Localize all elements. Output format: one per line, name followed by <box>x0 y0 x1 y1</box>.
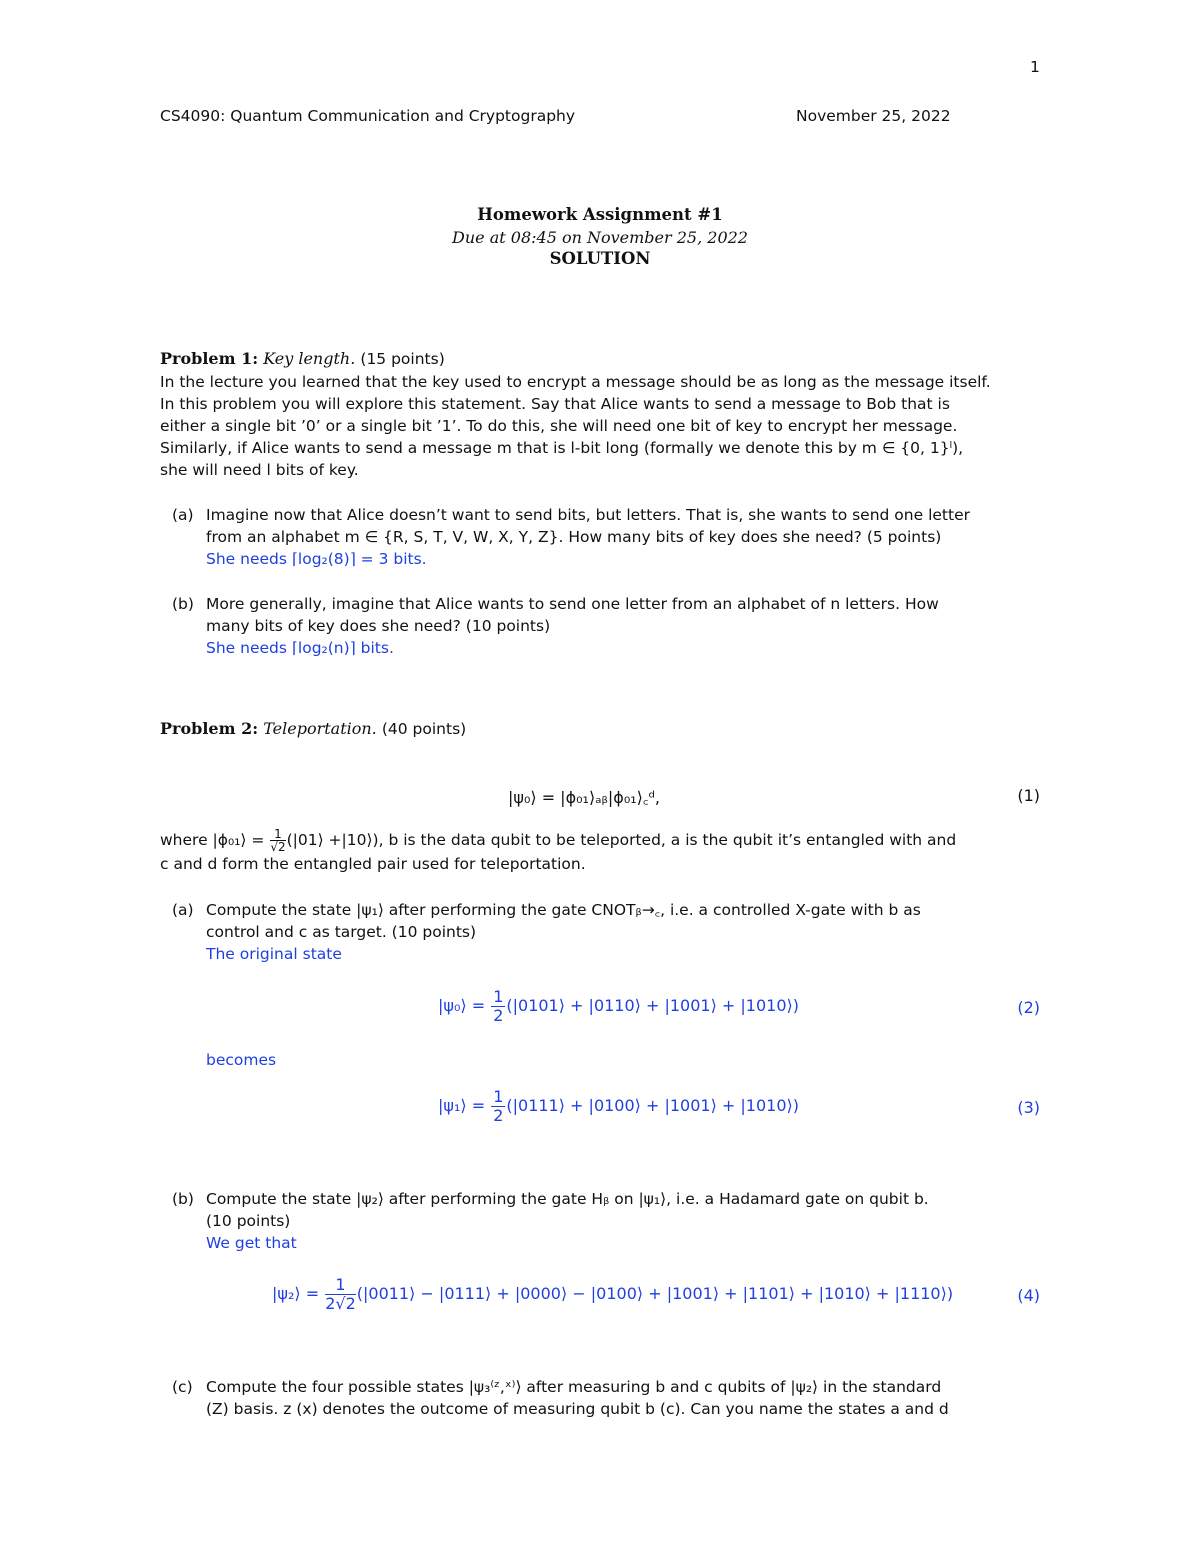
problem2-a-label: (a) <box>172 901 194 919</box>
problem2-points: (40 points) <box>381 720 467 738</box>
problem2-label: Problem 2: <box>160 719 259 738</box>
equation-2-body <box>438 988 799 1025</box>
problem1-a-answer: She needs ⌈log₂(8)⌉ = 3 bits. <box>206 550 427 568</box>
equation-4-rhs: (|0011⟩ − |0111⟩ + |0000⟩ − |0100⟩ + |1001⟩ + |1101⟩ + |1010⟩ + |1110⟩) <box>356 1284 954 1303</box>
where-line-2: c and d form the entangled pair used for teleportation. <box>160 855 586 873</box>
equation-4-number: (4) <box>1017 1286 1040 1305</box>
problem1-intro-line: In this problem you will explore this statement. Say that Alice wants to send a message to Bob that is <box>160 395 950 413</box>
becomes-text: becomes <box>206 1051 277 1069</box>
equation-2-fraction-numerator: 1 <box>493 987 504 1006</box>
problem1-intro-line: either a single bit ’0’ or a single bit ’1’. To do this, she will need one bit of key to encrypt her message. <box>160 417 958 435</box>
equation-3-fraction <box>491 1088 505 1125</box>
problem1-label: Problem 1: <box>160 349 259 368</box>
problem2-b-label: (b) <box>172 1190 194 1208</box>
equation-2 <box>0 988 1200 1048</box>
problem1-heading <box>160 348 445 370</box>
problem1-b-line: many bits of key does she need? (10 points) <box>206 617 551 635</box>
problem2-c-line: (Z) basis. z (x) denotes the outcome of measuring qubit b (c). Can you name the states a and d <box>206 1400 949 1418</box>
course-title: CS4090: Quantum Communication and Cryptography <box>160 107 576 125</box>
equation-2-fraction-denominator: 2 <box>493 1006 504 1025</box>
problem1-intro-line: Similarly, if Alice wants to send a message m that is l-bit long (formally we denote this by m ∈ {0, 1}ˡ), <box>160 439 964 457</box>
equation-3-fraction-numerator: 1 <box>493 1087 504 1106</box>
problem2-b-answer-intro: We get that <box>206 1234 297 1252</box>
problem1-b-answer: She needs ⌈log₂(n)⌉ bits. <box>206 639 394 657</box>
problem2-a-line: control and c as target. (10 points) <box>206 923 477 941</box>
equation-4-fraction-denominator: 2√2 <box>325 1294 356 1313</box>
problem2-a-answer-intro: The original state <box>206 945 342 963</box>
equation-3-body <box>438 1088 799 1125</box>
problem1-b-line: More generally, imagine that Alice wants to send one letter from an alphabet of n letters. How <box>206 595 939 613</box>
problem1-b-label: (b) <box>172 595 194 613</box>
problem1-a <box>206 504 1046 570</box>
problem2-a <box>206 899 1046 965</box>
equation-4 <box>0 1276 1200 1336</box>
equation-2-rhs: (|0101⟩ + |0110⟩ + |1001⟩ + |1010⟩) <box>506 996 799 1015</box>
equation-2-lhs: |ψ₀⟩ = <box>438 996 486 1015</box>
problem2-c-label: (c) <box>172 1378 193 1396</box>
equation-4-body <box>272 1276 953 1313</box>
equation-3-lhs: |ψ₁⟩ = <box>438 1096 486 1115</box>
problem1-topic: Key length. <box>263 349 356 368</box>
problem2-a-line: Compute the state |ψ₁⟩ after performing the gate CNOTᵦ→꜀, i.e. a controlled X-gate with b as <box>206 901 921 919</box>
equation-1-body: |ψ₀⟩ = |ϕ₀₁⟩ₐᵦ|ϕ₀₁⟩꜀ᵈ, <box>508 788 661 807</box>
page-number: 1 <box>1030 58 1040 76</box>
due-date: Due at 08:45 on November 25, 2022 <box>452 228 748 247</box>
problem2-heading <box>160 718 466 740</box>
equation-4-fraction-numerator: 1 <box>325 1276 356 1295</box>
where-suffix: (|01⟩ +|10⟩), b is the data qubit to be teleported, a is the qubit it’s entangled with and <box>286 831 957 849</box>
equation-1-number: (1) <box>1017 786 1040 805</box>
equation-3-rhs: (|0111⟩ + |0100⟩ + |1001⟩ + |1010⟩) <box>506 1096 799 1115</box>
problem2-topic: Teleportation. <box>263 719 377 738</box>
equation-2-number: (2) <box>1017 998 1040 1017</box>
equation-2-fraction <box>491 988 505 1025</box>
problem2-c-line: Compute the four possible states |ψ₃⁽ᶻ,ˣ⁾⟩ after measuring b and c qubits of |ψ₂⟩ in the standard <box>206 1378 942 1396</box>
where-fraction <box>270 828 285 853</box>
problem1-a-line: Imagine now that Alice doesn’t want to send bits, but letters. That is, she wants to send one letter <box>206 506 970 524</box>
equation-3 <box>0 1088 1200 1148</box>
problem2-b-line: (10 points) <box>206 1212 291 1230</box>
equation-3-number: (3) <box>1017 1098 1040 1117</box>
problem2-where <box>160 828 1045 875</box>
header-date: November 25, 2022 <box>796 107 951 125</box>
problem1-a-line: from an alphabet m ∈ {R, S, T, V, W, X, Y, Z}. How many bits of key does she need? (5 points) <box>206 528 942 546</box>
where-fraction-numerator: 1 <box>270 828 285 841</box>
problem1-b <box>206 593 1046 659</box>
problem2-b-line: Compute the state |ψ₂⟩ after performing the gate Hᵦ on |ψ₁⟩, i.e. a Hadamard gate on qubit b. <box>206 1190 929 1208</box>
problem1-a-label: (a) <box>172 506 194 524</box>
problem1-intro-line: In the lecture you learned that the key used to encrypt a message should be as long as the message itself. <box>160 373 991 391</box>
where-fraction-denominator: √2 <box>270 840 286 854</box>
assignment-title: Homework Assignment #1 <box>477 205 723 224</box>
equation-4-fraction <box>325 1276 356 1313</box>
problem1-intro <box>160 371 1045 481</box>
equation-3-fraction-denominator: 2 <box>493 1106 504 1125</box>
problem2-b <box>206 1188 1046 1254</box>
problem2-c <box>206 1376 1046 1420</box>
solution-label: SOLUTION <box>549 249 651 268</box>
problem1-points: (15 points) <box>360 350 445 368</box>
where-prefix: where |ϕ₀₁⟩ = <box>160 831 265 849</box>
equation-4-lhs: |ψ₂⟩ = <box>272 1284 320 1303</box>
problem1-intro-line: she will need l bits of key. <box>160 461 359 479</box>
